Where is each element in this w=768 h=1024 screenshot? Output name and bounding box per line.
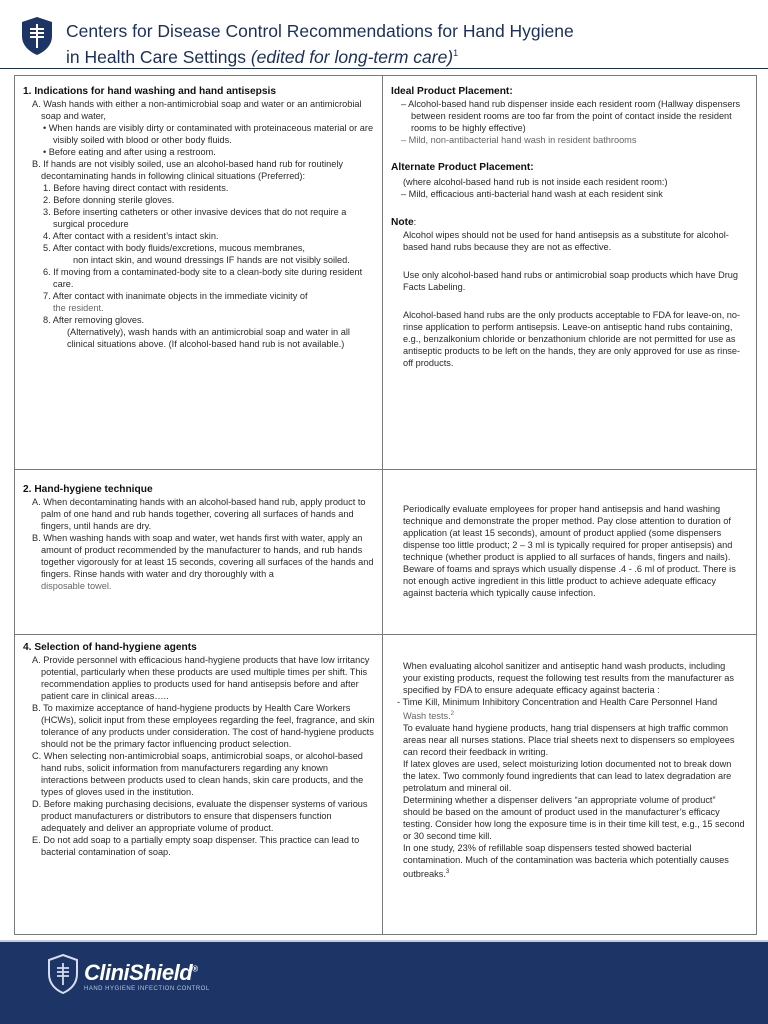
technique-evaluation-notes	[403, 503, 745, 599]
registered-mark: ®	[192, 964, 198, 974]
s1-step-7-line-1: 7. After contact with inanimate objects in the immediate vicinity of	[43, 291, 308, 301]
s1-bullet-1-text: When hands are visibly dirty or contaminated with proteinaceous material or are visibly soiled with blood or other body fluids.	[48, 123, 374, 145]
footnote-2: 2	[450, 711, 454, 717]
s1-step-1: 1. Before having direct contact with residents.	[43, 183, 229, 193]
section-4-heading: 4. Selection of hand-hygiene agents	[23, 642, 197, 653]
section-1-heading: 1. Indications for hand washing and hand antisepsis	[23, 86, 277, 97]
s4-item-a: A. Provide personnel with efficacious hand-hygiene products that have low irritancy potential, particularly when these products are used multiple times per shift. This recommendation applies to products used for hand antisepsis before and after patient care in clinical areas…..	[32, 655, 370, 701]
s1-item-b: B. If hands are not visibly soiled, use an alcohol-based hand rub for routinely decontaminating hands in following clinical situations (Preferred):	[32, 159, 344, 181]
note-label: Note	[391, 217, 414, 228]
brand-footer	[0, 940, 768, 1024]
alternate-placement-condition: (where alcohol-based hand rub is not inside each resident room:)	[403, 177, 668, 187]
evaluation-note-1: When evaluating alcohol sanitizer and antiseptic hand wash products, including your existing products, request the following test results from the manufacturer as specified by FDA to ensure adequate efficacy against bacteria :	[403, 661, 734, 695]
evaluation-note-2-text: - Time Kill, Minimum Inhibitory Concentration and Health Care Personnel Hand	[397, 697, 718, 707]
section-4-agent-selection	[23, 642, 375, 858]
clinishield-shield-icon	[48, 954, 78, 994]
note-1: Alcohol wipes should not be used for hand antisepsis as a substitute for alcohol-based hand rubs because they are not as effective.	[403, 230, 729, 252]
note-heading	[391, 216, 743, 229]
title-line-2-italic: (edited for long-term care)	[250, 46, 454, 67]
technique-note-1: Periodically evaluate employees for proper hand antisepsis and hand washing technique and demonstrate the proper method. Pay close attention to duration of application (at least 15 seconds), amount of product applied (some dispensers dispense too little product; 2 – 3 ml is typically required for proper antisepsis) and technique (whether product is applied to all surfaces of hands, fingers and nails).	[403, 504, 733, 562]
note-2: Use only alcohol-based hand rubs or antimicrobial soap products which have Drug Facts Labeling.	[403, 270, 739, 292]
section-2-heading: 2. Hand-hygiene technique	[23, 484, 153, 495]
recommendations-table	[14, 75, 757, 935]
row-divider-2	[15, 634, 756, 635]
evaluation-note-5: Determining whether a dispenser delivers “an appropriate volume of product” should be based on the amount of product used in the manufacturer’s efficacy testing. Consider how long the exposure time is in their time kill test, e.g., 15 second or 30 second time kill.	[403, 795, 745, 842]
title-line-1: Centers for Disease Control Recommendations for Hand Hygiene	[66, 21, 574, 41]
note-3: Alcohol-based hand rubs are the only products acceptable to FDA for leave-on, no-rinse application to perform antisepsis. Leave-on antiseptic hand rubs containing, e.g., benzalkonium chloride or benzathonium chloride are not permitted for use as antiseptic products to be left on the hands, they are only approved for use as rinse-off products.	[403, 310, 741, 368]
section-1-indications	[23, 86, 375, 350]
ideal-placement-1: – Alcohol-based hand rub dispenser inside each resident room (Hallway dispensers between resident rooms are too far from the point of contact inside the resident rooms to be highly effective)	[401, 99, 741, 133]
brand-tagline: HAND HYGIENE INFECTION CONTROL	[84, 986, 210, 992]
s1-step-4: 4. After contact with a resident’s intact skin.	[43, 231, 219, 241]
ideal-placement-2: – Mild, non-antibacterial hand wash in resident bathrooms	[401, 135, 637, 145]
evaluation-note-2	[397, 696, 745, 722]
brand-name	[84, 960, 198, 986]
s2-item-a: A. When decontaminating hands with an alcohol-based hand rub, apply product to palm of one hand and rub hands together, covering all surfaces of hands and fingers, until hands are dry.	[32, 497, 366, 531]
alternate-placement-heading: Alternate Product Placement:	[391, 162, 534, 173]
s1-step-8: 8. After removing gloves.	[43, 315, 145, 325]
title-footnote: 1	[453, 48, 459, 58]
evaluation-note-6	[403, 842, 745, 880]
s4-item-c: C. When selecting non-antimicrobial soaps, antimicrobial soaps, or alcohol-based hand rubs, solicit information from manufacturers regarding any known interactions between products used to clean hands, skin care products, and the types of gloves used in the institution.	[32, 751, 364, 797]
header-rule	[0, 68, 768, 69]
page-title	[66, 20, 574, 68]
s4-item-e: E. Do not add soap to a partially empty soap dispenser. This practice can lead to bacterial contamination of soap.	[32, 835, 360, 857]
evaluation-note-3: To evaluate hand hygiene products, hang trial dispensers at high traffic common areas near all nurses stations. Place trial sheets next to dispensers so employees can record their feedback in writing.	[403, 723, 735, 758]
column-divider	[382, 76, 383, 934]
s1-step-3: 3. Before inserting catheters or other invasive devices that do not require a surgical procedure	[43, 207, 347, 229]
note-colon: :	[413, 217, 417, 227]
s1-step-7-line-2: the resident.	[53, 303, 104, 313]
s1-item-a: A. Wash hands with either a non-antimicrobial soap and water or an antimicrobial soap and water,	[32, 99, 362, 121]
s1-step-5-line-2: non intact skin, and wound dressings IF hands are not visibly soiled.	[73, 255, 350, 265]
alternate-placement-1: – Mild, efficacious anti-bacterial hand wash at each resident sink	[401, 189, 663, 199]
page-header	[0, 0, 768, 68]
s1-bullet-1: • When hands are visibly dirty or contaminated with proteinaceous material or are visibly soiled with blood or other body fluids.	[43, 123, 374, 145]
evaluation-note-6-text: In one study, 23% of refillable soap dispensers tested showed bacterial contamination. Much of the contamination was bacteria which potentially causes outbreaks.	[403, 843, 729, 880]
title-line-2-text: in Health Care Settings	[66, 46, 251, 67]
s1-step-6: 6. If moving from a contaminated-body site to a clean-body site during resident care.	[43, 267, 363, 289]
s1-step-5-line-1: 5. After contact with body fluids/excretions, mucous membranes,	[43, 243, 305, 253]
s1-alternative-note: (Alternatively), wash hands with an antimicrobial soap and water in all clinical situations above. (If alcohol-based hand rub is not available.)	[67, 327, 350, 349]
row-divider-1	[15, 469, 756, 470]
s2-item-b-tail: disposable towel.	[41, 581, 112, 591]
technique-note-2: Beware of foams and sprays which usually dispense .4 - .6 ml of product. There is not enough active ingredient in this little product to achieve adequate efficacy against bacteria which typically cause infection.	[403, 564, 736, 598]
title-line-2	[66, 42, 574, 68]
s1-bullet-2-text: Before eating and after using a restroom.	[48, 147, 216, 157]
s4-item-b: B. To maximize acceptance of hand-hygiene products by Health Care Workers (HCWs), solicit input from these employees regarding the feel, fragrance, and skin tolerance of any products under consideration. The cost of hand-hygiene products should not be the primary factor influencing product selection.	[32, 703, 375, 749]
s1-step-5	[23, 242, 375, 266]
footer-rule	[0, 940, 768, 942]
ideal-placement-heading: Ideal Product Placement:	[391, 86, 513, 97]
section-2-technique	[23, 484, 375, 592]
evaluation-note-2-tail: Wash tests.	[403, 711, 451, 722]
s2-item-b-text: B. When washing hands with soap and water, wet hands first with water, apply an amount of product recommended by the manufacturer to hands, and rub hands together vigorously for at least 15 seconds, covering all surfaces of the hands and fingers. Rinse hands with water and dry thoroughly with a	[32, 533, 374, 579]
footnote-3: 3	[445, 869, 450, 876]
s1-step-7	[23, 290, 375, 314]
product-placement-notes	[391, 86, 743, 369]
s4-item-d: D. Before making purchasing decisions, evaluate the dispenser systems of various product manufacturers or distributors to ensure that dispensers function adequately and deliver an appropriate volume of product.	[32, 799, 368, 833]
s1-step-2: 2. Before donning sterile gloves.	[43, 195, 175, 205]
s1-bullet-2: • Before eating and after using a restroom.	[43, 147, 216, 157]
s2-item-b	[23, 532, 375, 592]
brand-name-text: CliniShield	[84, 960, 193, 985]
evaluation-note-4: If latex gloves are used, select moisturizing lotion documented not to break down the latex. Two commonly found ingredients that can lead to latex degradation are petrolatum and mineral oil.	[403, 759, 732, 794]
agent-evaluation-notes	[397, 660, 745, 880]
shield-logo-icon	[20, 16, 54, 56]
